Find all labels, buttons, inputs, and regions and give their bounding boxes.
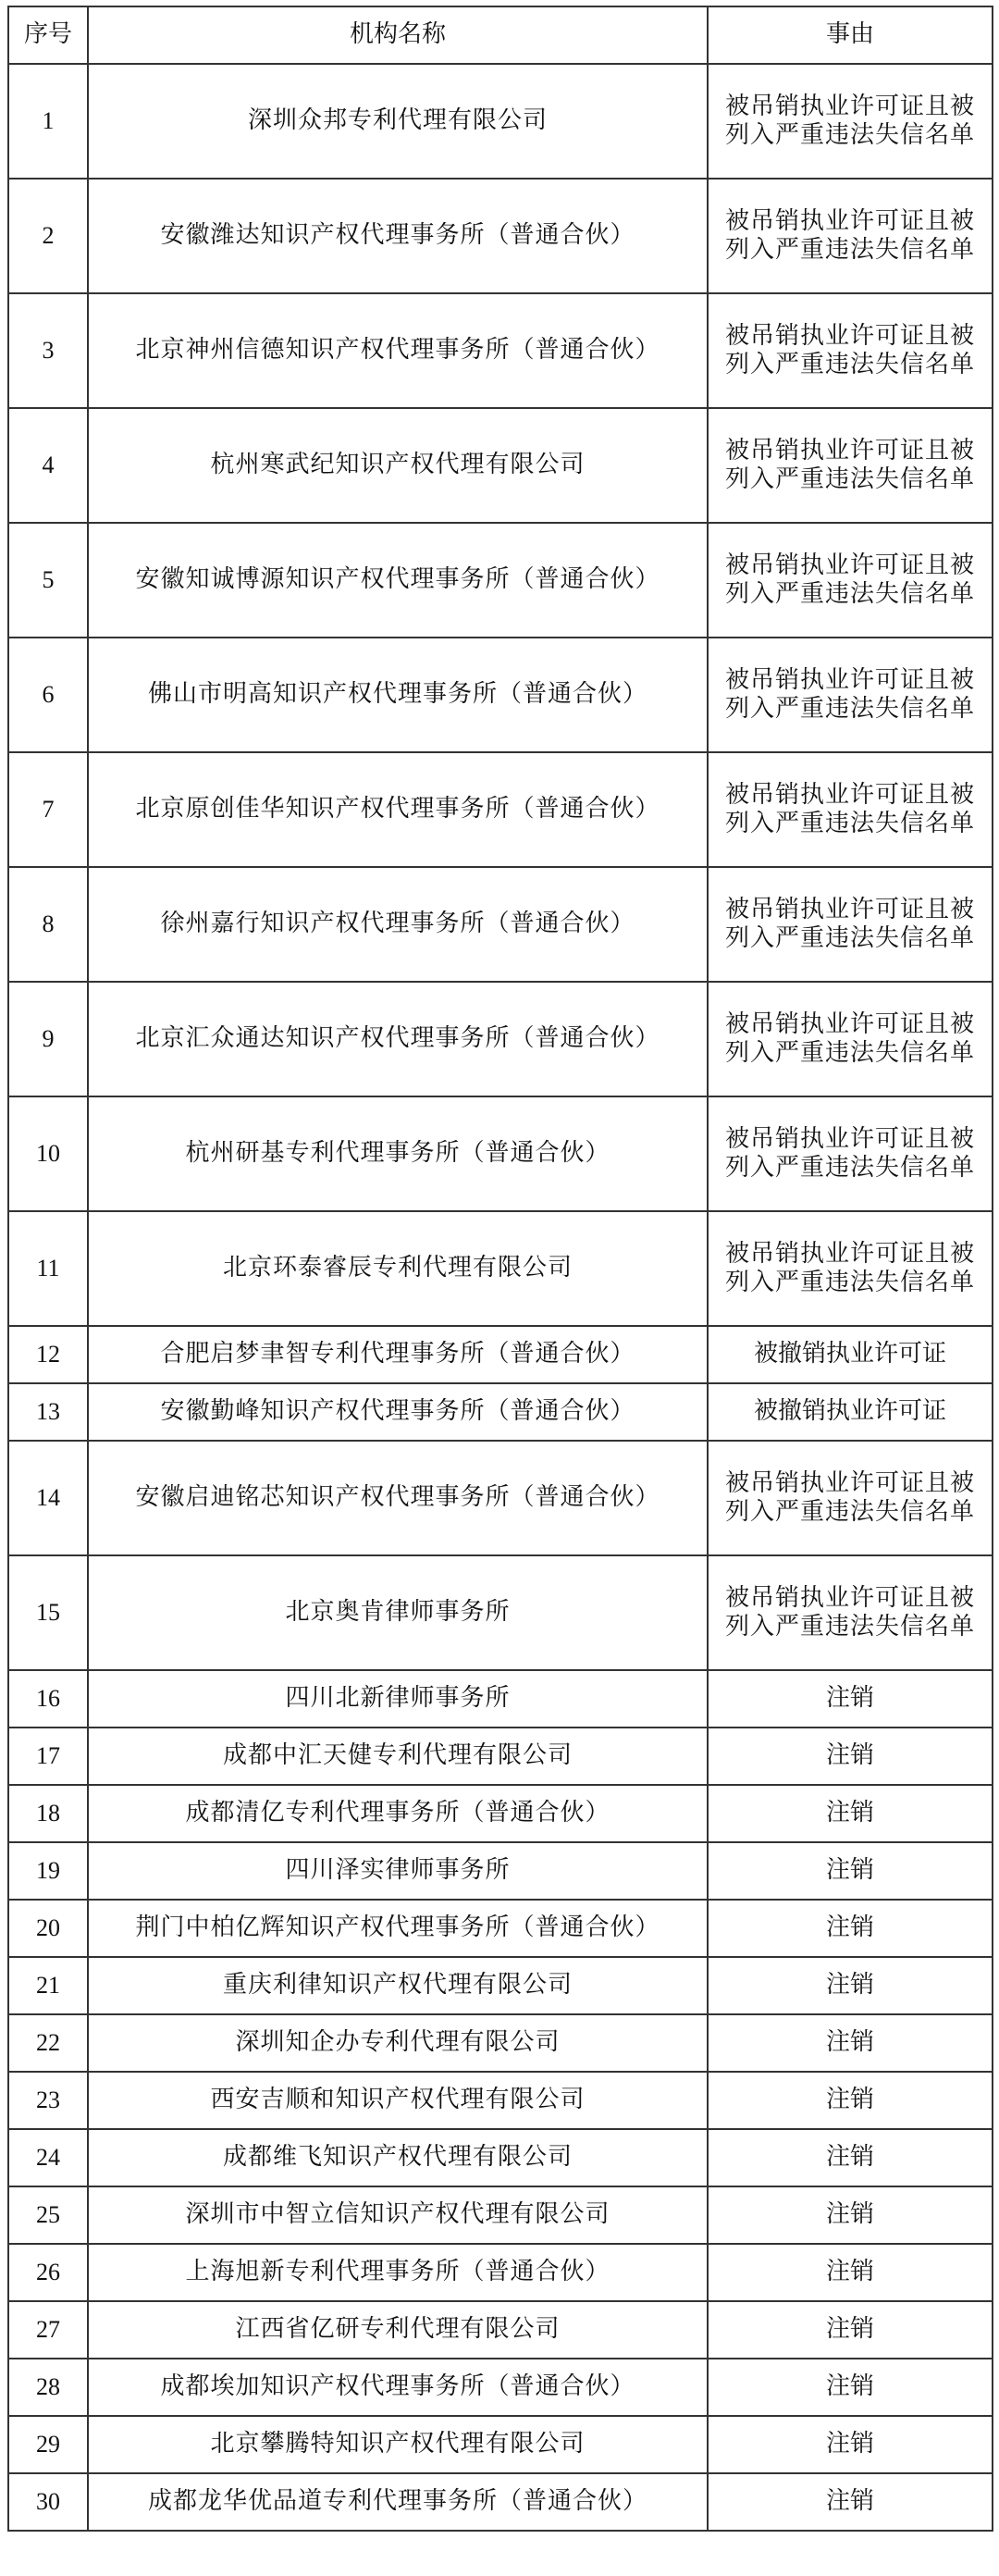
table-row <box>8 293 993 408</box>
row-agency-name: 合肥启梦聿智专利代理事务所（普通合伙） <box>88 1326 708 1383</box>
row-serial: 18 <box>8 1785 88 1842</box>
table-row <box>8 638 993 752</box>
reason-line: 被吊销执业许可证且被 <box>724 1468 975 1497</box>
reason-line: 注销 <box>825 2086 874 2114</box>
table-row <box>8 1728 993 1785</box>
reason-line: 列入严重违法失信名单 <box>724 465 975 493</box>
row-reason <box>708 2072 993 2129</box>
row-reason <box>708 2014 993 2072</box>
row-agency-name: 北京原创佳华知识产权代理事务所（普通合伙） <box>88 752 708 867</box>
row-agency-name: 荆门中柏亿辉知识产权代理事务所（普通合伙） <box>88 1900 708 1957</box>
row-agency-name: 四川泽实律师事务所 <box>88 1842 708 1900</box>
table-row <box>8 64 993 179</box>
row-reason <box>708 2359 993 2416</box>
reason-line: 列入严重违法失信名单 <box>724 695 975 723</box>
table-row <box>8 523 993 638</box>
row-reason <box>708 1555 993 1670</box>
row-reason <box>708 1728 993 1785</box>
table-row <box>8 1670 993 1728</box>
reason-line: 注销 <box>825 2258 874 2286</box>
row-reason <box>708 867 993 982</box>
row-reason <box>708 64 993 179</box>
row-reason <box>708 2416 993 2473</box>
table-row <box>8 1326 993 1383</box>
table-row <box>8 1842 993 1900</box>
row-serial: 7 <box>8 752 88 867</box>
row-serial: 14 <box>8 1441 88 1555</box>
reason-line: 被吊销执业许可证且被 <box>724 321 975 350</box>
reason-line: 注销 <box>825 1856 874 1885</box>
row-serial: 9 <box>8 982 88 1096</box>
reason-line: 列入严重违法失信名单 <box>724 810 975 837</box>
row-reason <box>708 1785 993 1842</box>
table-row <box>8 1383 993 1441</box>
reason-line: 注销 <box>825 1684 874 1713</box>
row-agency-name: 北京环泰睿辰专利代理有限公司 <box>88 1211 708 1326</box>
reason-line: 列入严重违法失信名单 <box>724 351 975 378</box>
table-header <box>8 6 993 64</box>
table-row <box>8 408 993 523</box>
reason-line: 注销 <box>825 2028 874 2057</box>
row-reason <box>708 752 993 867</box>
reason-line: 注销 <box>825 2315 874 2344</box>
row-serial: 8 <box>8 867 88 982</box>
row-agency-name: 安徽勤峰知识产权代理事务所（普通合伙） <box>88 1383 708 1441</box>
row-agency-name: 杭州研基专利代理事务所（普通合伙） <box>88 1096 708 1211</box>
row-agency-name: 江西省亿研专利代理有限公司 <box>88 2301 708 2359</box>
table-row <box>8 1211 993 1326</box>
row-reason <box>708 1326 993 1383</box>
row-serial: 25 <box>8 2186 88 2244</box>
reason-line: 注销 <box>825 1799 874 1827</box>
row-agency-name: 成都中汇天健专利代理有限公司 <box>88 1728 708 1785</box>
table-row <box>8 2186 993 2244</box>
row-serial: 19 <box>8 1842 88 1900</box>
reason-line: 列入严重违法失信名单 <box>724 1154 975 1182</box>
reason-line: 被撤销执业许可证 <box>753 1397 946 1426</box>
row-agency-name: 北京汇众通达知识产权代理事务所（普通合伙） <box>88 982 708 1096</box>
row-agency-name: 四川北新律师事务所 <box>88 1670 708 1728</box>
reason-line: 注销 <box>825 2372 874 2401</box>
agency-table <box>7 6 993 2532</box>
row-reason <box>708 2244 993 2301</box>
reason-line: 列入严重违法失信名单 <box>724 1498 975 1526</box>
table-row <box>8 179 993 293</box>
row-reason <box>708 982 993 1096</box>
row-agency-name: 徐州嘉行知识产权代理事务所（普通合伙） <box>88 867 708 982</box>
row-reason <box>708 2186 993 2244</box>
row-serial: 12 <box>8 1326 88 1383</box>
reason-line: 被撤销执业许可证 <box>753 1340 946 1368</box>
reason-line: 被吊销执业许可证且被 <box>724 780 975 809</box>
row-serial: 4 <box>8 408 88 523</box>
table-row <box>8 1555 993 1670</box>
row-agency-name: 成都埃加知识产权代理事务所（普通合伙） <box>88 2359 708 2416</box>
row-agency-name: 安徽启迪铭芯知识产权代理事务所（普通合伙） <box>88 1441 708 1555</box>
reason-line: 列入严重违法失信名单 <box>724 121 975 149</box>
reason-line: 列入严重违法失信名单 <box>724 236 975 264</box>
row-reason <box>708 1957 993 2014</box>
row-reason <box>708 1096 993 1211</box>
reason-line: 列入严重违法失信名单 <box>724 580 975 608</box>
reason-line: 被吊销执业许可证且被 <box>724 1124 975 1153</box>
row-serial: 21 <box>8 1957 88 2014</box>
reason-line: 注销 <box>825 1971 874 2000</box>
table-row <box>8 2301 993 2359</box>
row-reason <box>708 2301 993 2359</box>
row-agency-name: 上海旭新专利代理事务所（普通合伙） <box>88 2244 708 2301</box>
reason-line: 被吊销执业许可证且被 <box>724 895 975 923</box>
table-row <box>8 1957 993 2014</box>
row-serial: 11 <box>8 1211 88 1326</box>
row-reason <box>708 1900 993 1957</box>
row-reason <box>708 1441 993 1555</box>
table-row <box>8 2072 993 2129</box>
reason-line: 列入严重违法失信名单 <box>724 1039 975 1067</box>
table-row <box>8 2473 993 2531</box>
row-agency-name: 西安吉顺和知识产权代理有限公司 <box>88 2072 708 2129</box>
reason-line: 被吊销执业许可证且被 <box>724 551 975 579</box>
row-agency-name: 杭州寒武纪知识产权代理有限公司 <box>88 408 708 523</box>
row-agency-name: 北京攀腾特知识产权代理有限公司 <box>88 2416 708 2473</box>
row-serial: 2 <box>8 179 88 293</box>
row-reason <box>708 179 993 293</box>
row-serial: 6 <box>8 638 88 752</box>
reason-line: 被吊销执业许可证且被 <box>724 1583 975 1612</box>
row-reason <box>708 1211 993 1326</box>
table-body <box>8 64 993 2531</box>
row-agency-name: 北京神州信德知识产权代理事务所（普通合伙） <box>88 293 708 408</box>
row-reason <box>708 638 993 752</box>
reason-line: 被吊销执业许可证且被 <box>724 436 975 464</box>
reason-line: 被吊销执业许可证且被 <box>724 92 975 120</box>
table-row <box>8 1096 993 1211</box>
row-reason <box>708 2473 993 2531</box>
row-serial: 1 <box>8 64 88 179</box>
row-agency-name: 成都清亿专利代理事务所（普通合伙） <box>88 1785 708 1842</box>
row-serial: 15 <box>8 1555 88 1670</box>
reason-line: 注销 <box>825 2430 874 2458</box>
row-agency-name: 佛山市明高知识产权代理事务所（普通合伙） <box>88 638 708 752</box>
row-reason <box>708 1842 993 1900</box>
row-serial: 10 <box>8 1096 88 1211</box>
table-row <box>8 2359 993 2416</box>
reason-line: 被吊销执业许可证且被 <box>724 1239 975 1268</box>
reason-line: 列入严重违法失信名单 <box>724 1269 975 1296</box>
row-serial: 20 <box>8 1900 88 1957</box>
reason-line: 被吊销执业许可证且被 <box>724 206 975 235</box>
row-agency-name: 深圳市中智立信知识产权代理有限公司 <box>88 2186 708 2244</box>
reason-line: 列入严重违法失信名单 <box>724 1613 975 1641</box>
row-serial: 27 <box>8 2301 88 2359</box>
row-serial: 17 <box>8 1728 88 1785</box>
row-agency-name: 安徽潍达知识产权代理事务所（普通合伙） <box>88 179 708 293</box>
reason-line: 列入严重违法失信名单 <box>724 924 975 952</box>
header-serial: 序号 <box>8 6 88 64</box>
reason-line: 注销 <box>825 2143 874 2172</box>
row-reason <box>708 408 993 523</box>
row-serial: 23 <box>8 2072 88 2129</box>
row-serial: 24 <box>8 2129 88 2186</box>
header-agency-name: 机构名称 <box>88 6 708 64</box>
row-reason <box>708 1670 993 1728</box>
row-agency-name: 深圳知企办专利代理有限公司 <box>88 2014 708 2072</box>
row-agency-name: 重庆利律知识产权代理有限公司 <box>88 1957 708 2014</box>
row-reason <box>708 523 993 638</box>
reason-line: 注销 <box>825 2487 874 2516</box>
table-row <box>8 2416 993 2473</box>
table-row <box>8 2244 993 2301</box>
table-row <box>8 1900 993 1957</box>
reason-line: 被吊销执业许可证且被 <box>724 665 975 694</box>
row-serial: 29 <box>8 2416 88 2473</box>
row-agency-name: 安徽知诚博源知识产权代理事务所（普通合伙） <box>88 523 708 638</box>
row-serial: 5 <box>8 523 88 638</box>
row-reason <box>708 293 993 408</box>
table-row <box>8 1441 993 1555</box>
row-serial: 16 <box>8 1670 88 1728</box>
row-reason <box>708 2129 993 2186</box>
row-serial: 13 <box>8 1383 88 1441</box>
reason-line: 注销 <box>825 1741 874 1770</box>
row-serial: 26 <box>8 2244 88 2301</box>
reason-line: 被吊销执业许可证且被 <box>724 1009 975 1038</box>
row-serial: 22 <box>8 2014 88 2072</box>
row-serial: 30 <box>8 2473 88 2531</box>
table-row <box>8 2014 993 2072</box>
row-reason <box>708 1383 993 1441</box>
row-serial: 3 <box>8 293 88 408</box>
table-row <box>8 982 993 1096</box>
table-row <box>8 2129 993 2186</box>
reason-line: 注销 <box>825 2200 874 2229</box>
table-row <box>8 752 993 867</box>
row-agency-name: 成都龙华优品道专利代理事务所（普通合伙） <box>88 2473 708 2531</box>
row-agency-name: 北京奥肯律师事务所 <box>88 1555 708 1670</box>
table-row <box>8 867 993 982</box>
header-row <box>8 6 993 64</box>
table-row <box>8 1785 993 1842</box>
reason-line: 注销 <box>825 1913 874 1942</box>
row-agency-name: 成都维飞知识产权代理有限公司 <box>88 2129 708 2186</box>
row-serial: 28 <box>8 2359 88 2416</box>
header-reason: 事由 <box>708 6 993 64</box>
row-agency-name: 深圳众邦专利代理有限公司 <box>88 64 708 179</box>
